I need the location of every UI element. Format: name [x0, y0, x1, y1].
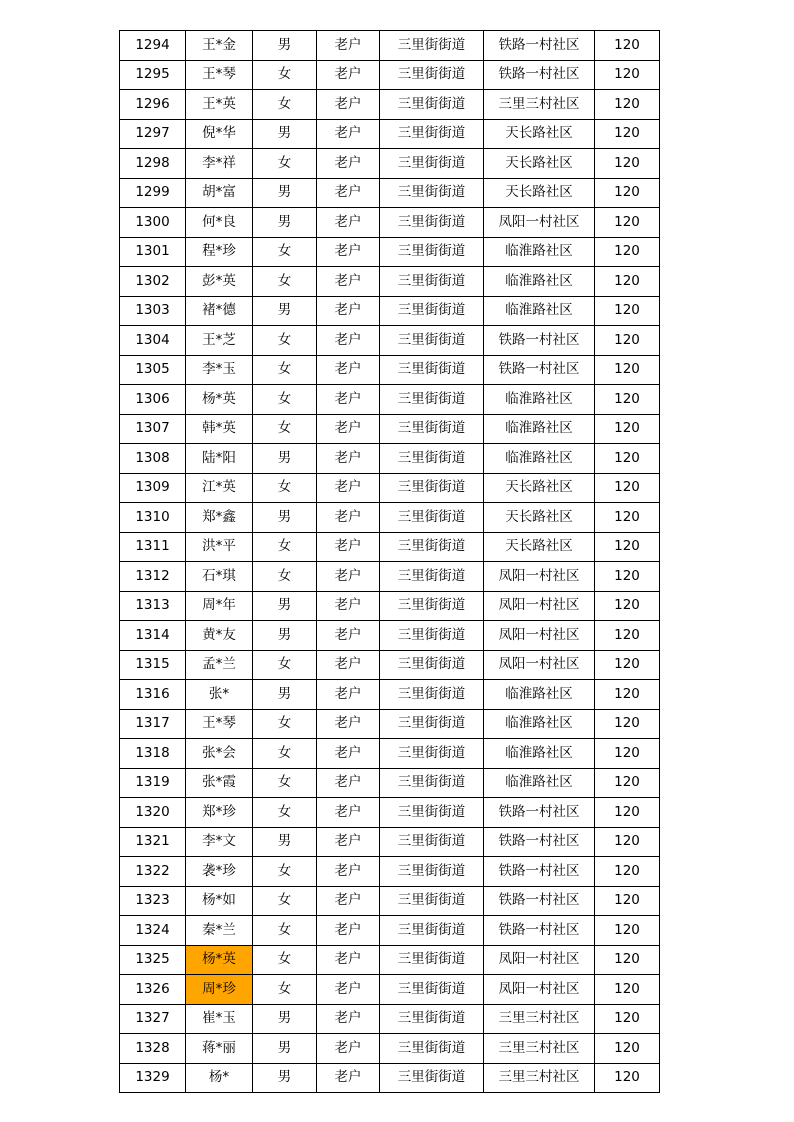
- cell-household-type: 老户: [317, 1004, 380, 1034]
- cell-street: 三里街街道: [380, 532, 484, 562]
- cell-community: 三里三村社区: [484, 1034, 595, 1064]
- cell-community: 天长路社区: [484, 119, 595, 149]
- cell-sex: 男: [253, 680, 317, 710]
- cell-sex: 男: [253, 827, 317, 857]
- cell-name: 周*年: [186, 591, 253, 621]
- cell-street: 三里街街道: [380, 444, 484, 474]
- cell-name: 胡*富: [186, 178, 253, 208]
- cell-name: 杨*如: [186, 886, 253, 916]
- cell-amount: 120: [595, 149, 660, 179]
- cell-sex: 男: [253, 178, 317, 208]
- cell-street: 三里街街道: [380, 1034, 484, 1064]
- cell-household-type: 老户: [317, 237, 380, 267]
- cell-community: 铁路一村社区: [484, 60, 595, 90]
- cell-name: 杨*: [186, 1063, 253, 1093]
- cell-sex: 女: [253, 768, 317, 798]
- cell-number: 1319: [120, 768, 186, 798]
- cell-street: 三里街街道: [380, 414, 484, 444]
- cell-name: 张*会: [186, 739, 253, 769]
- cell-household-type: 老户: [317, 739, 380, 769]
- cell-household-type: 老户: [317, 1063, 380, 1093]
- cell-sex: 女: [253, 473, 317, 503]
- cell-amount: 120: [595, 355, 660, 385]
- cell-name: 彭*英: [186, 267, 253, 297]
- cell-community: 临淮路社区: [484, 237, 595, 267]
- cell-name: 黄*友: [186, 621, 253, 651]
- roster-body: [120, 31, 660, 1093]
- cell-community: 三里三村社区: [484, 1004, 595, 1034]
- cell-number: 1305: [120, 355, 186, 385]
- cell-street: 三里街街道: [380, 827, 484, 857]
- cell-street: 三里街街道: [380, 709, 484, 739]
- cell-name-highlighted: 周*珍: [186, 975, 253, 1005]
- cell-household-type: 老户: [317, 827, 380, 857]
- cell-name: 郑*鑫: [186, 503, 253, 533]
- cell-number: 1313: [120, 591, 186, 621]
- cell-community: 凤阳一村社区: [484, 945, 595, 975]
- cell-number: 1323: [120, 886, 186, 916]
- cell-name: 秦*兰: [186, 916, 253, 946]
- cell-sex: 男: [253, 1034, 317, 1064]
- cell-sex: 女: [253, 267, 317, 297]
- cell-street: 三里街街道: [380, 739, 484, 769]
- cell-sex: 女: [253, 975, 317, 1005]
- cell-sex: 女: [253, 562, 317, 592]
- cell-amount: 120: [595, 296, 660, 326]
- table-row: [120, 739, 660, 769]
- table-row: [120, 31, 660, 61]
- cell-community: 凤阳一村社区: [484, 591, 595, 621]
- cell-street: 三里街街道: [380, 857, 484, 887]
- cell-street: 三里街街道: [380, 591, 484, 621]
- table-row: [120, 149, 660, 179]
- cell-household-type: 老户: [317, 1034, 380, 1064]
- cell-household-type: 老户: [317, 503, 380, 533]
- cell-community: 凤阳一村社区: [484, 208, 595, 238]
- cell-sex: 女: [253, 857, 317, 887]
- cell-household-type: 老户: [317, 473, 380, 503]
- cell-household-type: 老户: [317, 975, 380, 1005]
- cell-amount: 120: [595, 739, 660, 769]
- table-row: [120, 208, 660, 238]
- table-row: [120, 798, 660, 828]
- cell-community: 三里三村社区: [484, 1063, 595, 1093]
- cell-amount: 120: [595, 886, 660, 916]
- table-row: [120, 857, 660, 887]
- cell-number: 1310: [120, 503, 186, 533]
- cell-number: 1317: [120, 709, 186, 739]
- cell-name: 陆*阳: [186, 444, 253, 474]
- cell-street: 三里街街道: [380, 90, 484, 120]
- cell-sex: 女: [253, 237, 317, 267]
- cell-community: 铁路一村社区: [484, 916, 595, 946]
- cell-number: 1318: [120, 739, 186, 769]
- cell-number: 1296: [120, 90, 186, 120]
- cell-amount: 120: [595, 709, 660, 739]
- cell-name: 王*芝: [186, 326, 253, 356]
- cell-community: 凤阳一村社区: [484, 975, 595, 1005]
- cell-street: 三里街街道: [380, 237, 484, 267]
- cell-household-type: 老户: [317, 886, 380, 916]
- cell-household-type: 老户: [317, 562, 380, 592]
- cell-number: 1294: [120, 31, 186, 61]
- cell-sex: 女: [253, 149, 317, 179]
- cell-street: 三里街街道: [380, 60, 484, 90]
- cell-community: 临淮路社区: [484, 709, 595, 739]
- cell-number: 1327: [120, 1004, 186, 1034]
- cell-number: 1321: [120, 827, 186, 857]
- cell-sex: 男: [253, 503, 317, 533]
- cell-community: 临淮路社区: [484, 267, 595, 297]
- cell-street: 三里街街道: [380, 178, 484, 208]
- cell-number: 1300: [120, 208, 186, 238]
- cell-number: 1315: [120, 650, 186, 680]
- cell-amount: 120: [595, 178, 660, 208]
- cell-sex: 男: [253, 444, 317, 474]
- cell-street: 三里街街道: [380, 355, 484, 385]
- table-row: [120, 503, 660, 533]
- cell-name: 王*金: [186, 31, 253, 61]
- cell-name: 江*英: [186, 473, 253, 503]
- cell-household-type: 老户: [317, 149, 380, 179]
- table-row: [120, 532, 660, 562]
- cell-amount: 120: [595, 975, 660, 1005]
- cell-street: 三里街街道: [380, 503, 484, 533]
- cell-name: 洪*平: [186, 532, 253, 562]
- cell-household-type: 老户: [317, 650, 380, 680]
- cell-number: 1320: [120, 798, 186, 828]
- cell-household-type: 老户: [317, 178, 380, 208]
- cell-amount: 120: [595, 650, 660, 680]
- cell-name: 程*珍: [186, 237, 253, 267]
- cell-amount: 120: [595, 827, 660, 857]
- cell-street: 三里街街道: [380, 296, 484, 326]
- cell-community: 凤阳一村社区: [484, 562, 595, 592]
- cell-community: 天长路社区: [484, 503, 595, 533]
- cell-household-type: 老户: [317, 532, 380, 562]
- cell-amount: 120: [595, 90, 660, 120]
- cell-street: 三里街街道: [380, 149, 484, 179]
- cell-sex: 男: [253, 591, 317, 621]
- cell-amount: 120: [595, 1004, 660, 1034]
- cell-street: 三里街街道: [380, 680, 484, 710]
- cell-amount: 120: [595, 1063, 660, 1093]
- cell-name: 张*: [186, 680, 253, 710]
- cell-street: 三里街街道: [380, 1063, 484, 1093]
- table-row: [120, 650, 660, 680]
- cell-sex: 女: [253, 60, 317, 90]
- cell-name: 崔*玉: [186, 1004, 253, 1034]
- table-row: [120, 827, 660, 857]
- table-row: [120, 621, 660, 651]
- cell-amount: 120: [595, 267, 660, 297]
- cell-number: 1311: [120, 532, 186, 562]
- cell-name: 郑*珍: [186, 798, 253, 828]
- cell-community: 铁路一村社区: [484, 886, 595, 916]
- cell-community: 临淮路社区: [484, 414, 595, 444]
- cell-street: 三里街街道: [380, 886, 484, 916]
- cell-number: 1325: [120, 945, 186, 975]
- cell-sex: 男: [253, 119, 317, 149]
- cell-sex: 女: [253, 709, 317, 739]
- cell-household-type: 老户: [317, 90, 380, 120]
- cell-amount: 120: [595, 562, 660, 592]
- cell-name: 孟*兰: [186, 650, 253, 680]
- cell-street: 三里街街道: [380, 916, 484, 946]
- cell-name: 袭*珍: [186, 857, 253, 887]
- cell-household-type: 老户: [317, 31, 380, 61]
- cell-number: 1307: [120, 414, 186, 444]
- cell-household-type: 老户: [317, 945, 380, 975]
- cell-community: 铁路一村社区: [484, 857, 595, 887]
- cell-amount: 120: [595, 1034, 660, 1064]
- cell-number: 1298: [120, 149, 186, 179]
- cell-household-type: 老户: [317, 444, 380, 474]
- cell-number: 1322: [120, 857, 186, 887]
- cell-community: 凤阳一村社区: [484, 621, 595, 651]
- cell-amount: 120: [595, 621, 660, 651]
- table-row: [120, 90, 660, 120]
- cell-household-type: 老户: [317, 60, 380, 90]
- cell-number: 1299: [120, 178, 186, 208]
- table-row: [120, 680, 660, 710]
- cell-amount: 120: [595, 60, 660, 90]
- cell-amount: 120: [595, 591, 660, 621]
- cell-name: 何*良: [186, 208, 253, 238]
- cell-name: 张*霞: [186, 768, 253, 798]
- cell-sex: 女: [253, 90, 317, 120]
- cell-name: 李*玉: [186, 355, 253, 385]
- cell-sex: 男: [253, 1004, 317, 1034]
- cell-household-type: 老户: [317, 591, 380, 621]
- cell-sex: 女: [253, 798, 317, 828]
- cell-name: 王*琴: [186, 60, 253, 90]
- cell-household-type: 老户: [317, 326, 380, 356]
- cell-household-type: 老户: [317, 621, 380, 651]
- cell-community: 临淮路社区: [484, 739, 595, 769]
- table-row: [120, 444, 660, 474]
- cell-sex: 男: [253, 208, 317, 238]
- table-row: [120, 414, 660, 444]
- cell-number: 1326: [120, 975, 186, 1005]
- cell-name: 倪*华: [186, 119, 253, 149]
- table-row: [120, 1034, 660, 1064]
- cell-amount: 120: [595, 798, 660, 828]
- cell-number: 1308: [120, 444, 186, 474]
- cell-name: 韩*英: [186, 414, 253, 444]
- table-row: [120, 709, 660, 739]
- table-row: [120, 267, 660, 297]
- cell-amount: 120: [595, 857, 660, 887]
- cell-community: 铁路一村社区: [484, 827, 595, 857]
- table-row: [120, 385, 660, 415]
- cell-number: 1312: [120, 562, 186, 592]
- cell-community: 三里三村社区: [484, 90, 595, 120]
- cell-name: 王*琴: [186, 709, 253, 739]
- cell-sex: 女: [253, 414, 317, 444]
- cell-community: 铁路一村社区: [484, 31, 595, 61]
- cell-household-type: 老户: [317, 709, 380, 739]
- cell-community: 天长路社区: [484, 532, 595, 562]
- roster-table: [119, 30, 660, 1093]
- cell-sex: 男: [253, 621, 317, 651]
- cell-household-type: 老户: [317, 414, 380, 444]
- cell-name-highlighted: 杨*英: [186, 945, 253, 975]
- cell-household-type: 老户: [317, 119, 380, 149]
- cell-sex: 女: [253, 532, 317, 562]
- cell-number: 1297: [120, 119, 186, 149]
- cell-household-type: 老户: [317, 798, 380, 828]
- cell-street: 三里街街道: [380, 945, 484, 975]
- cell-sex: 女: [253, 385, 317, 415]
- cell-street: 三里街街道: [380, 798, 484, 828]
- cell-street: 三里街街道: [380, 119, 484, 149]
- cell-sex: 女: [253, 945, 317, 975]
- cell-amount: 120: [595, 532, 660, 562]
- cell-number: 1309: [120, 473, 186, 503]
- cell-community: 铁路一村社区: [484, 326, 595, 356]
- cell-street: 三里街街道: [380, 621, 484, 651]
- cell-community: 铁路一村社区: [484, 798, 595, 828]
- table-row: [120, 916, 660, 946]
- cell-amount: 120: [595, 385, 660, 415]
- cell-household-type: 老户: [317, 385, 380, 415]
- cell-street: 三里街街道: [380, 768, 484, 798]
- cell-name: 王*英: [186, 90, 253, 120]
- cell-community: 临淮路社区: [484, 444, 595, 474]
- cell-name: 李*文: [186, 827, 253, 857]
- cell-sex: 男: [253, 1063, 317, 1093]
- cell-name: 李*祥: [186, 149, 253, 179]
- table-row: [120, 178, 660, 208]
- cell-number: 1295: [120, 60, 186, 90]
- cell-street: 三里街街道: [380, 650, 484, 680]
- cell-amount: 120: [595, 119, 660, 149]
- cell-community: 临淮路社区: [484, 768, 595, 798]
- table-row: [120, 1063, 660, 1093]
- cell-community: 临淮路社区: [484, 680, 595, 710]
- cell-community: 天长路社区: [484, 178, 595, 208]
- table-row: [120, 326, 660, 356]
- cell-number: 1306: [120, 385, 186, 415]
- table-row: [120, 60, 660, 90]
- cell-amount: 120: [595, 237, 660, 267]
- cell-household-type: 老户: [317, 768, 380, 798]
- cell-household-type: 老户: [317, 916, 380, 946]
- cell-number: 1302: [120, 267, 186, 297]
- cell-street: 三里街街道: [380, 1004, 484, 1034]
- table-row: [120, 562, 660, 592]
- cell-household-type: 老户: [317, 355, 380, 385]
- cell-amount: 120: [595, 31, 660, 61]
- table-row: [120, 296, 660, 326]
- cell-community: 铁路一村社区: [484, 355, 595, 385]
- cell-sex: 女: [253, 650, 317, 680]
- cell-amount: 120: [595, 680, 660, 710]
- cell-number: 1324: [120, 916, 186, 946]
- cell-community: 凤阳一村社区: [484, 650, 595, 680]
- cell-street: 三里街街道: [380, 31, 484, 61]
- table-row: [120, 1004, 660, 1034]
- cell-community: 临淮路社区: [484, 385, 595, 415]
- cell-sex: 女: [253, 739, 317, 769]
- cell-household-type: 老户: [317, 857, 380, 887]
- cell-household-type: 老户: [317, 267, 380, 297]
- cell-sex: 女: [253, 886, 317, 916]
- cell-street: 三里街街道: [380, 562, 484, 592]
- cell-number: 1301: [120, 237, 186, 267]
- table-row: [120, 355, 660, 385]
- cell-number: 1316: [120, 680, 186, 710]
- table-row: [120, 768, 660, 798]
- cell-number: 1329: [120, 1063, 186, 1093]
- table-row: [120, 473, 660, 503]
- table-row: [120, 237, 660, 267]
- cell-amount: 120: [595, 503, 660, 533]
- cell-street: 三里街街道: [380, 267, 484, 297]
- cell-amount: 120: [595, 326, 660, 356]
- cell-household-type: 老户: [317, 296, 380, 326]
- cell-sex: 女: [253, 326, 317, 356]
- table-row: [120, 886, 660, 916]
- table-row: [120, 975, 660, 1005]
- cell-amount: 120: [595, 945, 660, 975]
- cell-amount: 120: [595, 916, 660, 946]
- cell-sex: 男: [253, 31, 317, 61]
- cell-household-type: 老户: [317, 680, 380, 710]
- cell-household-type: 老户: [317, 208, 380, 238]
- cell-sex: 男: [253, 296, 317, 326]
- cell-amount: 120: [595, 768, 660, 798]
- cell-street: 三里街街道: [380, 975, 484, 1005]
- cell-amount: 120: [595, 208, 660, 238]
- cell-name: 石*琪: [186, 562, 253, 592]
- cell-community: 天长路社区: [484, 149, 595, 179]
- cell-name: 蒋*丽: [186, 1034, 253, 1064]
- cell-amount: 120: [595, 444, 660, 474]
- cell-number: 1314: [120, 621, 186, 651]
- table-row: [120, 945, 660, 975]
- table-row: [120, 119, 660, 149]
- cell-sex: 女: [253, 916, 317, 946]
- cell-amount: 120: [595, 414, 660, 444]
- cell-number: 1303: [120, 296, 186, 326]
- cell-sex: 女: [253, 355, 317, 385]
- cell-number: 1304: [120, 326, 186, 356]
- cell-name: 杨*英: [186, 385, 253, 415]
- cell-amount: 120: [595, 473, 660, 503]
- cell-community: 临淮路社区: [484, 296, 595, 326]
- cell-number: 1328: [120, 1034, 186, 1064]
- cell-street: 三里街街道: [380, 326, 484, 356]
- cell-street: 三里街街道: [380, 473, 484, 503]
- table-row: [120, 591, 660, 621]
- cell-street: 三里街街道: [380, 385, 484, 415]
- cell-street: 三里街街道: [380, 208, 484, 238]
- cell-community: 天长路社区: [484, 473, 595, 503]
- cell-name: 褚*德: [186, 296, 253, 326]
